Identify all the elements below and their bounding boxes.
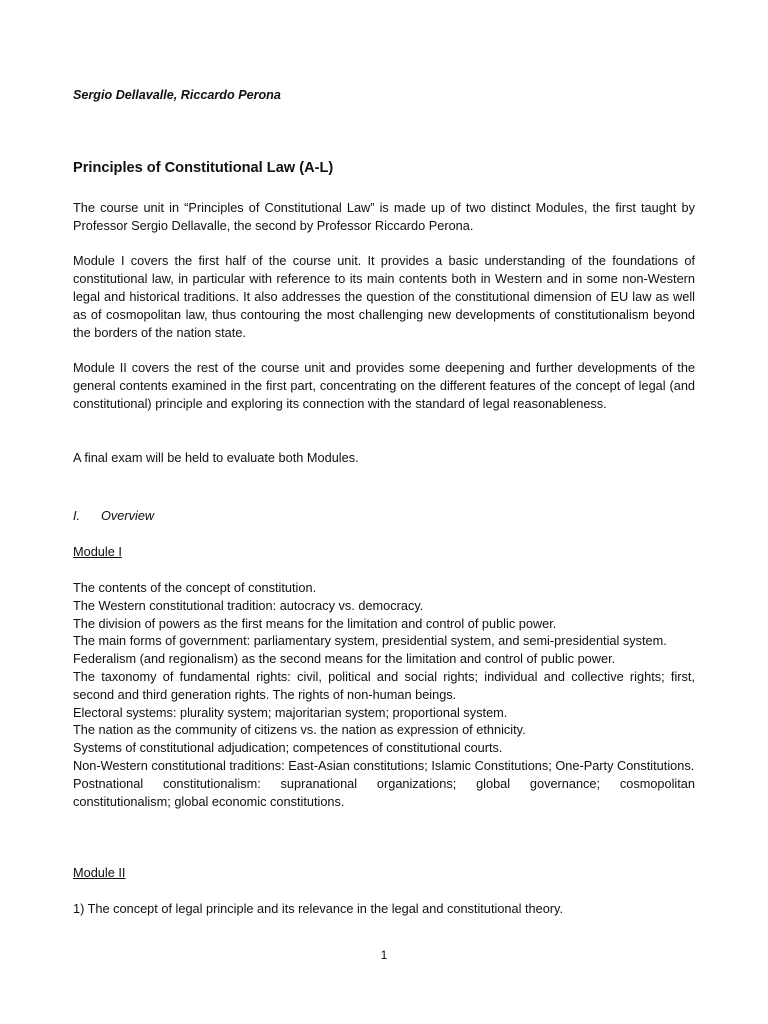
module-two-first-item: 1) The concept of legal principle and its relevance in the legal and constitutional theory. [73,901,563,916]
section-title: Overview [101,508,155,523]
module-two-paragraph: Module II covers the rest of the course unit and provides some deepening and further developments of the general contents examined in the first part, concentrating on the different features of the concept of legal (and constitutional) principle and exploring its connection with the standard of legal reasonableness. [73,360,695,411]
module-one-topic-list [73,579,695,810]
document-title: Principles of Constitutional Law (A-L) [73,160,334,176]
module-one-heading: Module I [73,544,122,559]
list-item: Electoral systems: plurality system; majoritarian system; proportional system. [73,704,508,720]
list-item: Non-Western constitutional traditions: East-Asian constitutions; Islamic Constitutions; One-Party Constitutions. [73,757,695,773]
list-item: Systems of constitutional adjudication; competences of constitutional courts. [73,740,503,756]
authors-line: Sergio Dellavalle, Riccardo Perona [73,88,281,102]
document-page [73,0,695,1024]
module-one-paragraph: Module I covers the first half of the course unit. It provides a basic understanding of the foundations of constitutional law, in particular with reference to its main contents both in Western and in some non-Western legal and historical traditions. It also addresses the question of the constitutional dimension of EU law as well as of cosmopolitan law, thus contouring the most challenging new developments of constitutionalism beyond the borders of the nation state. [73,253,695,340]
module-two-heading: Module II [73,865,126,880]
page-number: 1 [380,948,388,962]
list-item: The taxonomy of fundamental rights: civil, political and social rights; individual and collective rights; first, second and third generation rights. The rights of non-human beings. [73,668,695,702]
list-item: The division of powers as the first means for the limitation and control of public power. [73,615,557,631]
list-item: Postnational constitutionalism: supranational organizations; global governance; cosmopolitan constitutionalism; global economic constitutions. [73,775,695,809]
final-exam-paragraph: A final exam will be held to evaluate both Modules. [73,450,359,465]
list-item: Federalism (and regionalism) as the second means for the limitation and control of public power. [73,651,616,667]
section-number: I. [73,508,81,523]
intro-paragraph: The course unit in “Principles of Constitutional Law” is made up of two distinct Modules, the first taught by Professor Sergio Dellavalle, the second by Professor Riccardo Perona. [73,200,695,233]
section-heading-overview [73,507,154,525]
list-item: The nation as the community of citizens vs. the nation as expression of ethnicity. [73,722,526,738]
list-item: The main forms of government: parliamentary system, presidential system, and semi-presidential system. [73,633,667,649]
list-item: The Western constitutional tradition: autocracy vs. democracy. [73,597,424,613]
list-item: The contents of the concept of constitution. [73,580,317,595]
